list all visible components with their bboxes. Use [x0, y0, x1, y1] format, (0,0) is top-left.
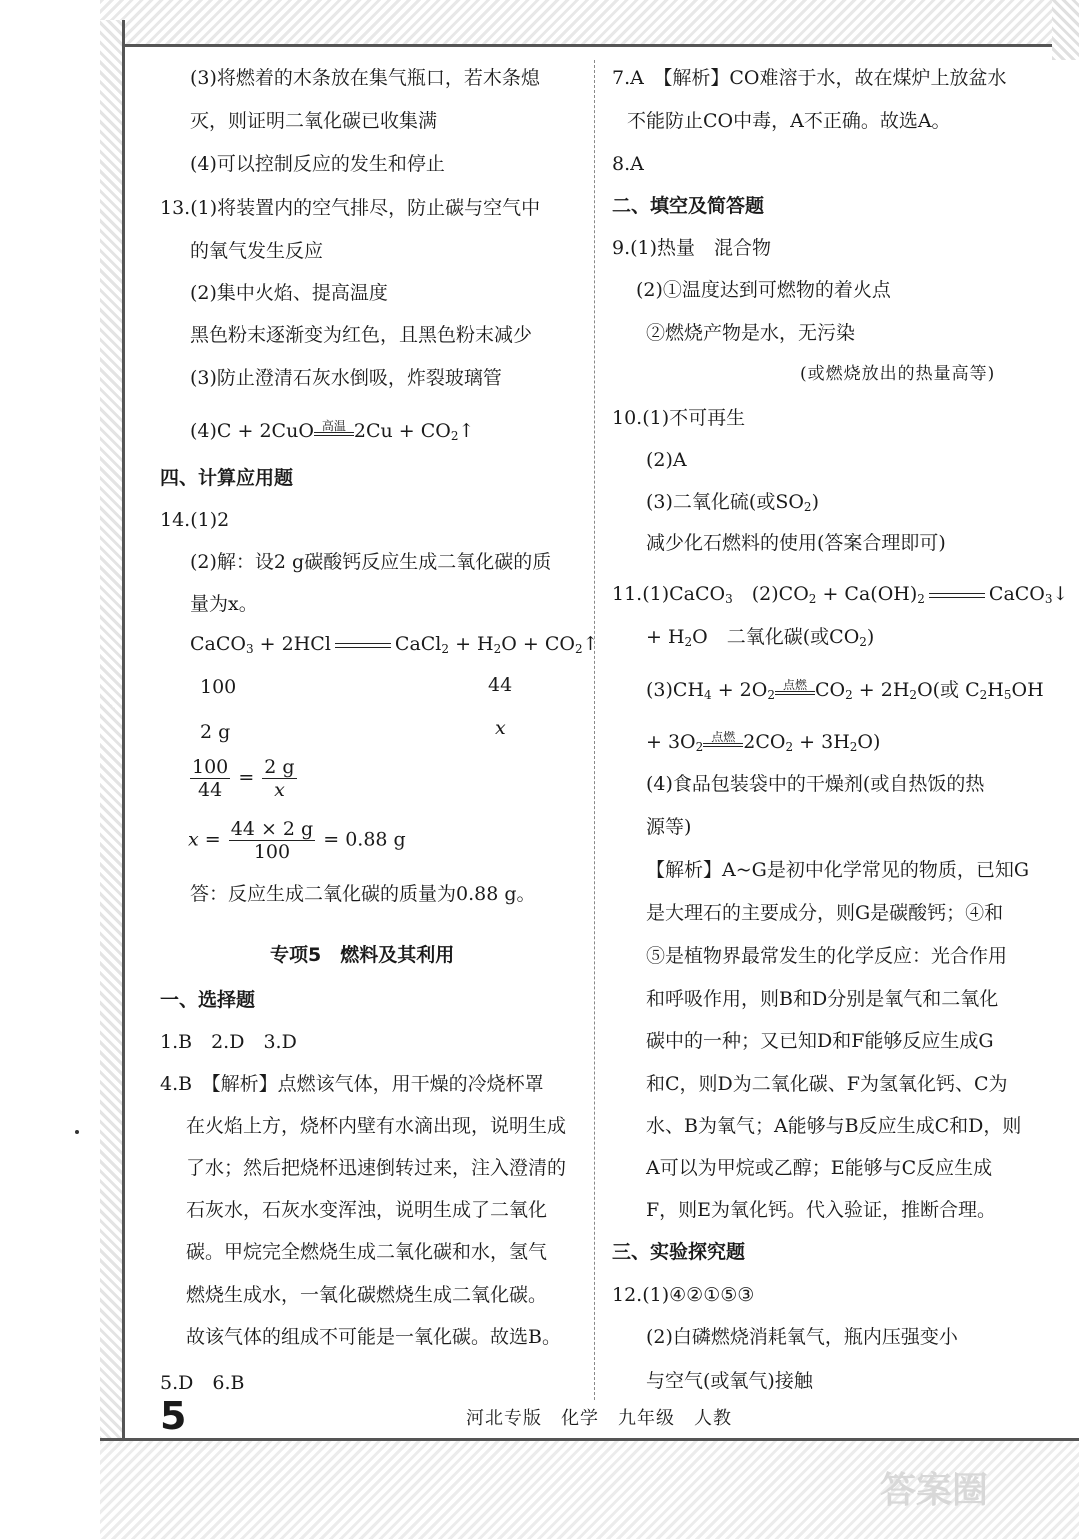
text-line: (4)食品包装袋中的干燥剂(或自热饭的热: [646, 773, 985, 795]
eq-part: ): [866, 626, 875, 648]
answers-5-6: 5.D 6.B: [160, 1372, 245, 1394]
reaction-condition: 点燃: [782, 678, 807, 692]
mass-value: 2 g: [200, 721, 231, 743]
text-line: 减少化石燃料的使用(答案合理即可): [646, 532, 946, 554]
answer-line: 答：反应生成二氧化碳的质量为0.88 g。: [190, 883, 536, 905]
subscript: 2: [684, 635, 693, 649]
question-4: 4.B 【解析】点燃该气体，用干燥的冷烧杯罩: [160, 1073, 544, 1095]
numerator: 2 g: [264, 756, 295, 778]
subscript: 2: [450, 429, 459, 443]
equals-sign: [335, 643, 391, 648]
text-line: (4)可以控制反应的发生和停止: [190, 153, 445, 175]
page-number: 5: [160, 1394, 187, 1438]
subscript: 2: [803, 500, 812, 514]
subscript: 2: [845, 688, 853, 702]
decorative-border-top: [100, 0, 1079, 47]
question-11: [612, 582, 1068, 611]
topic-heading: 专项5 燃料及其利用: [270, 944, 455, 966]
text-line: (2)解：设2 g碳酸钙反应生成二氧化碳的质: [190, 551, 552, 573]
eq-part: (3)二氧化硫(或SO: [646, 491, 804, 513]
subscript: 2: [493, 642, 502, 656]
decorative-border-right: [1052, 0, 1079, 60]
text-line: 和呼吸作用，则B和D分别是氧气和二氧化: [646, 988, 999, 1010]
equation-14: [190, 632, 599, 661]
question-14: 14.(1)2: [160, 509, 230, 531]
equals-sign: [929, 593, 985, 598]
text-line: 是大理石的主要成分，则G是碳酸钙；④和: [646, 902, 1004, 924]
question-10: 10.(1)不可再生: [612, 407, 746, 429]
text-line: 源等): [646, 816, 692, 838]
eq-part: CO: [814, 679, 846, 701]
eq-part: (4)C + 2CuO: [190, 420, 314, 442]
eq-part: ): [811, 491, 819, 513]
subscript: 2: [441, 642, 450, 656]
text-line: (2)A: [646, 449, 687, 471]
text-line: 了水；然后把烧杯迅速倒转过来，注入澄清的: [186, 1157, 567, 1179]
subscript: 2: [859, 635, 867, 649]
denominator: 100: [253, 841, 291, 863]
eq-part: 2Cu + CO: [353, 420, 451, 442]
text-line: (2)集中火焰、提高温度: [190, 282, 388, 304]
footer-text: 河北专版 化学 九年级 人教: [466, 1408, 732, 1429]
subscript: 2: [849, 740, 858, 754]
equation-11-3b: [646, 730, 880, 759]
eq-part: O): [857, 731, 881, 753]
text-line: (2)①温度达到可燃物的着火点: [636, 279, 891, 301]
subscript: 2: [909, 688, 918, 702]
fraction: [190, 756, 230, 801]
eq-part: H: [987, 679, 1004, 701]
column-divider: [594, 60, 595, 1400]
equals: =: [238, 766, 255, 789]
eq-part: O 二氧化碳(或CO: [692, 626, 860, 648]
text-line: 与空气(或氧气)接触: [646, 1370, 813, 1392]
text-line: 的氧气发生反应: [190, 240, 324, 262]
text-line: (3)将燃着的木条放在集气瓶口，若木条熄: [190, 67, 540, 89]
eq-part: + 3H: [793, 731, 850, 753]
section-heading: 二、填空及简答题: [612, 195, 765, 217]
stray-mark: [75, 1130, 79, 1134]
result-equation: [188, 818, 406, 863]
eq-part: x =: [188, 828, 221, 851]
eq-part: + 2O: [711, 679, 768, 701]
eq-part: CaCO: [988, 583, 1045, 605]
watermark-logo: 答案圈: [880, 1470, 989, 1511]
numerator: 100: [192, 756, 229, 778]
subscript: 5: [1003, 688, 1012, 702]
question-7: 7.A 【解析】CO难溶于水，故在煤炉上放盆水: [612, 67, 1007, 89]
eq-part: (3)CH: [646, 679, 705, 701]
eq-part: + H: [449, 633, 494, 655]
answers-1-3: 1.B 2.D 3.D: [160, 1031, 297, 1053]
eq-part: + H: [646, 626, 685, 648]
eq-part: (2)CO: [732, 583, 809, 605]
denominator: 44: [198, 779, 223, 801]
unknown-x: x: [495, 717, 506, 739]
section-heading: 三、实验探究题: [612, 1241, 746, 1263]
mass-value: 44: [488, 674, 513, 696]
reaction-arrow: [703, 730, 743, 747]
reaction-condition: 点燃: [711, 730, 736, 744]
question-9: 9.(1)热量 混合物: [612, 237, 772, 259]
gas-arrow: ↑: [582, 633, 599, 655]
text-line: 水、B为氧气；A能够与B反应生成C和D，则: [646, 1115, 1022, 1137]
text-line: 和C，则D为二氧化碳、F为氢氧化钙、C为: [646, 1073, 1008, 1095]
eq-part: 2CO: [743, 731, 786, 753]
precipitate-arrow: ↓: [1052, 583, 1069, 605]
fraction: [262, 756, 296, 801]
question-8: 8.A: [612, 153, 644, 175]
text-line: (3)防止澄清石灰水倒吸，炸裂玻璃管: [190, 367, 502, 389]
question-12: 12.(1)④②①⑤③: [612, 1284, 755, 1306]
reaction-arrow: [314, 419, 354, 436]
text-line: [646, 625, 874, 654]
subscript: 2: [808, 592, 817, 606]
subscript: 2: [979, 688, 988, 702]
denominator: x: [274, 779, 285, 801]
mass-value: 100: [200, 676, 237, 698]
subscript: 2: [785, 740, 794, 754]
question-13: 13.(1)将装置内的空气排尽，防止碳与空气中: [160, 197, 541, 219]
eq-part: O(或 C: [917, 679, 980, 701]
text-line: 灭，则证明二氧化碳已收集满: [190, 110, 438, 132]
text-line: 碳。甲烷完全燃烧生成二氧化碳和水，氢气: [186, 1241, 548, 1263]
reaction-condition: 高温: [321, 419, 346, 433]
eq-part: O + CO: [501, 633, 575, 655]
analysis-line: 【解析】A~G是初中化学常见的物质，已知G: [646, 859, 1029, 881]
text-line: 黑色粉末逐渐变为红色，且黑色粉末减少: [190, 324, 533, 346]
subscript: 4: [704, 688, 712, 702]
proportion-equation: [188, 756, 299, 801]
eq-part: 11.(1)CaCO: [612, 583, 726, 605]
gas-arrow: ↑: [458, 420, 475, 442]
eq-part: + 2H: [852, 679, 910, 701]
eq-part: = 0.88 g: [323, 828, 406, 851]
text-line: 在火焰上方，烧杯内壁有水滴出现，说明生成: [186, 1115, 567, 1137]
eq-part: OH: [1011, 679, 1044, 701]
subscript: 3: [245, 642, 254, 656]
text-line: ⑤是植物界最常发生的化学反应：光合作用: [646, 945, 1008, 967]
text-line: [646, 490, 819, 519]
equation-11-3: [646, 678, 1044, 707]
subscript: 2: [917, 592, 925, 606]
decorative-border-left: [100, 20, 125, 1460]
subscript: 2: [695, 740, 704, 754]
eq-part: CaCO: [190, 633, 246, 655]
text-line: 不能防止CO中毒，A不正确。故选A。: [627, 110, 951, 132]
text-line: (2)白磷燃烧消耗氧气，瓶内压强变小: [646, 1326, 958, 1348]
subscript: 3: [1044, 592, 1053, 606]
eq-part: CaCl: [394, 633, 442, 655]
subscript: 3: [725, 592, 733, 606]
equation-13-4: [190, 419, 474, 448]
text-line: 燃烧生成水，一氧化碳燃烧生成二氧化碳。: [186, 1284, 548, 1306]
eq-part: + 3O: [646, 731, 696, 753]
fraction: [229, 818, 315, 863]
eq-part: + 2HCl: [253, 633, 331, 655]
text-line: A可以为甲烷或乙醇；E能够与C反应生成: [646, 1157, 993, 1179]
text-line: (或燃烧放出的热量高等): [800, 364, 996, 384]
text-line: 碳中的一种；又已知D和F能够反应生成G: [646, 1030, 994, 1052]
reaction-arrow: [775, 678, 815, 695]
subscript: 2: [767, 688, 775, 702]
text-line: F，则E为氧化钙。代入验证，推断合理。: [646, 1199, 997, 1221]
text-line: ②燃烧产物是水，无污染: [646, 322, 856, 344]
section-heading: 四、计算应用题: [160, 467, 294, 489]
numerator: 44 × 2 g: [230, 818, 314, 840]
subscript: 2: [574, 642, 583, 656]
text-line: 故该气体的组成不可能是一氧化碳。故选B。: [186, 1326, 561, 1348]
text-line: 量为x。: [190, 593, 258, 615]
text-line: 石灰水，石灰水变浑浊，说明生成了二氧化: [186, 1199, 548, 1221]
eq-part: + Ca(OH): [816, 583, 918, 605]
section-heading: 一、选择题: [160, 989, 256, 1011]
